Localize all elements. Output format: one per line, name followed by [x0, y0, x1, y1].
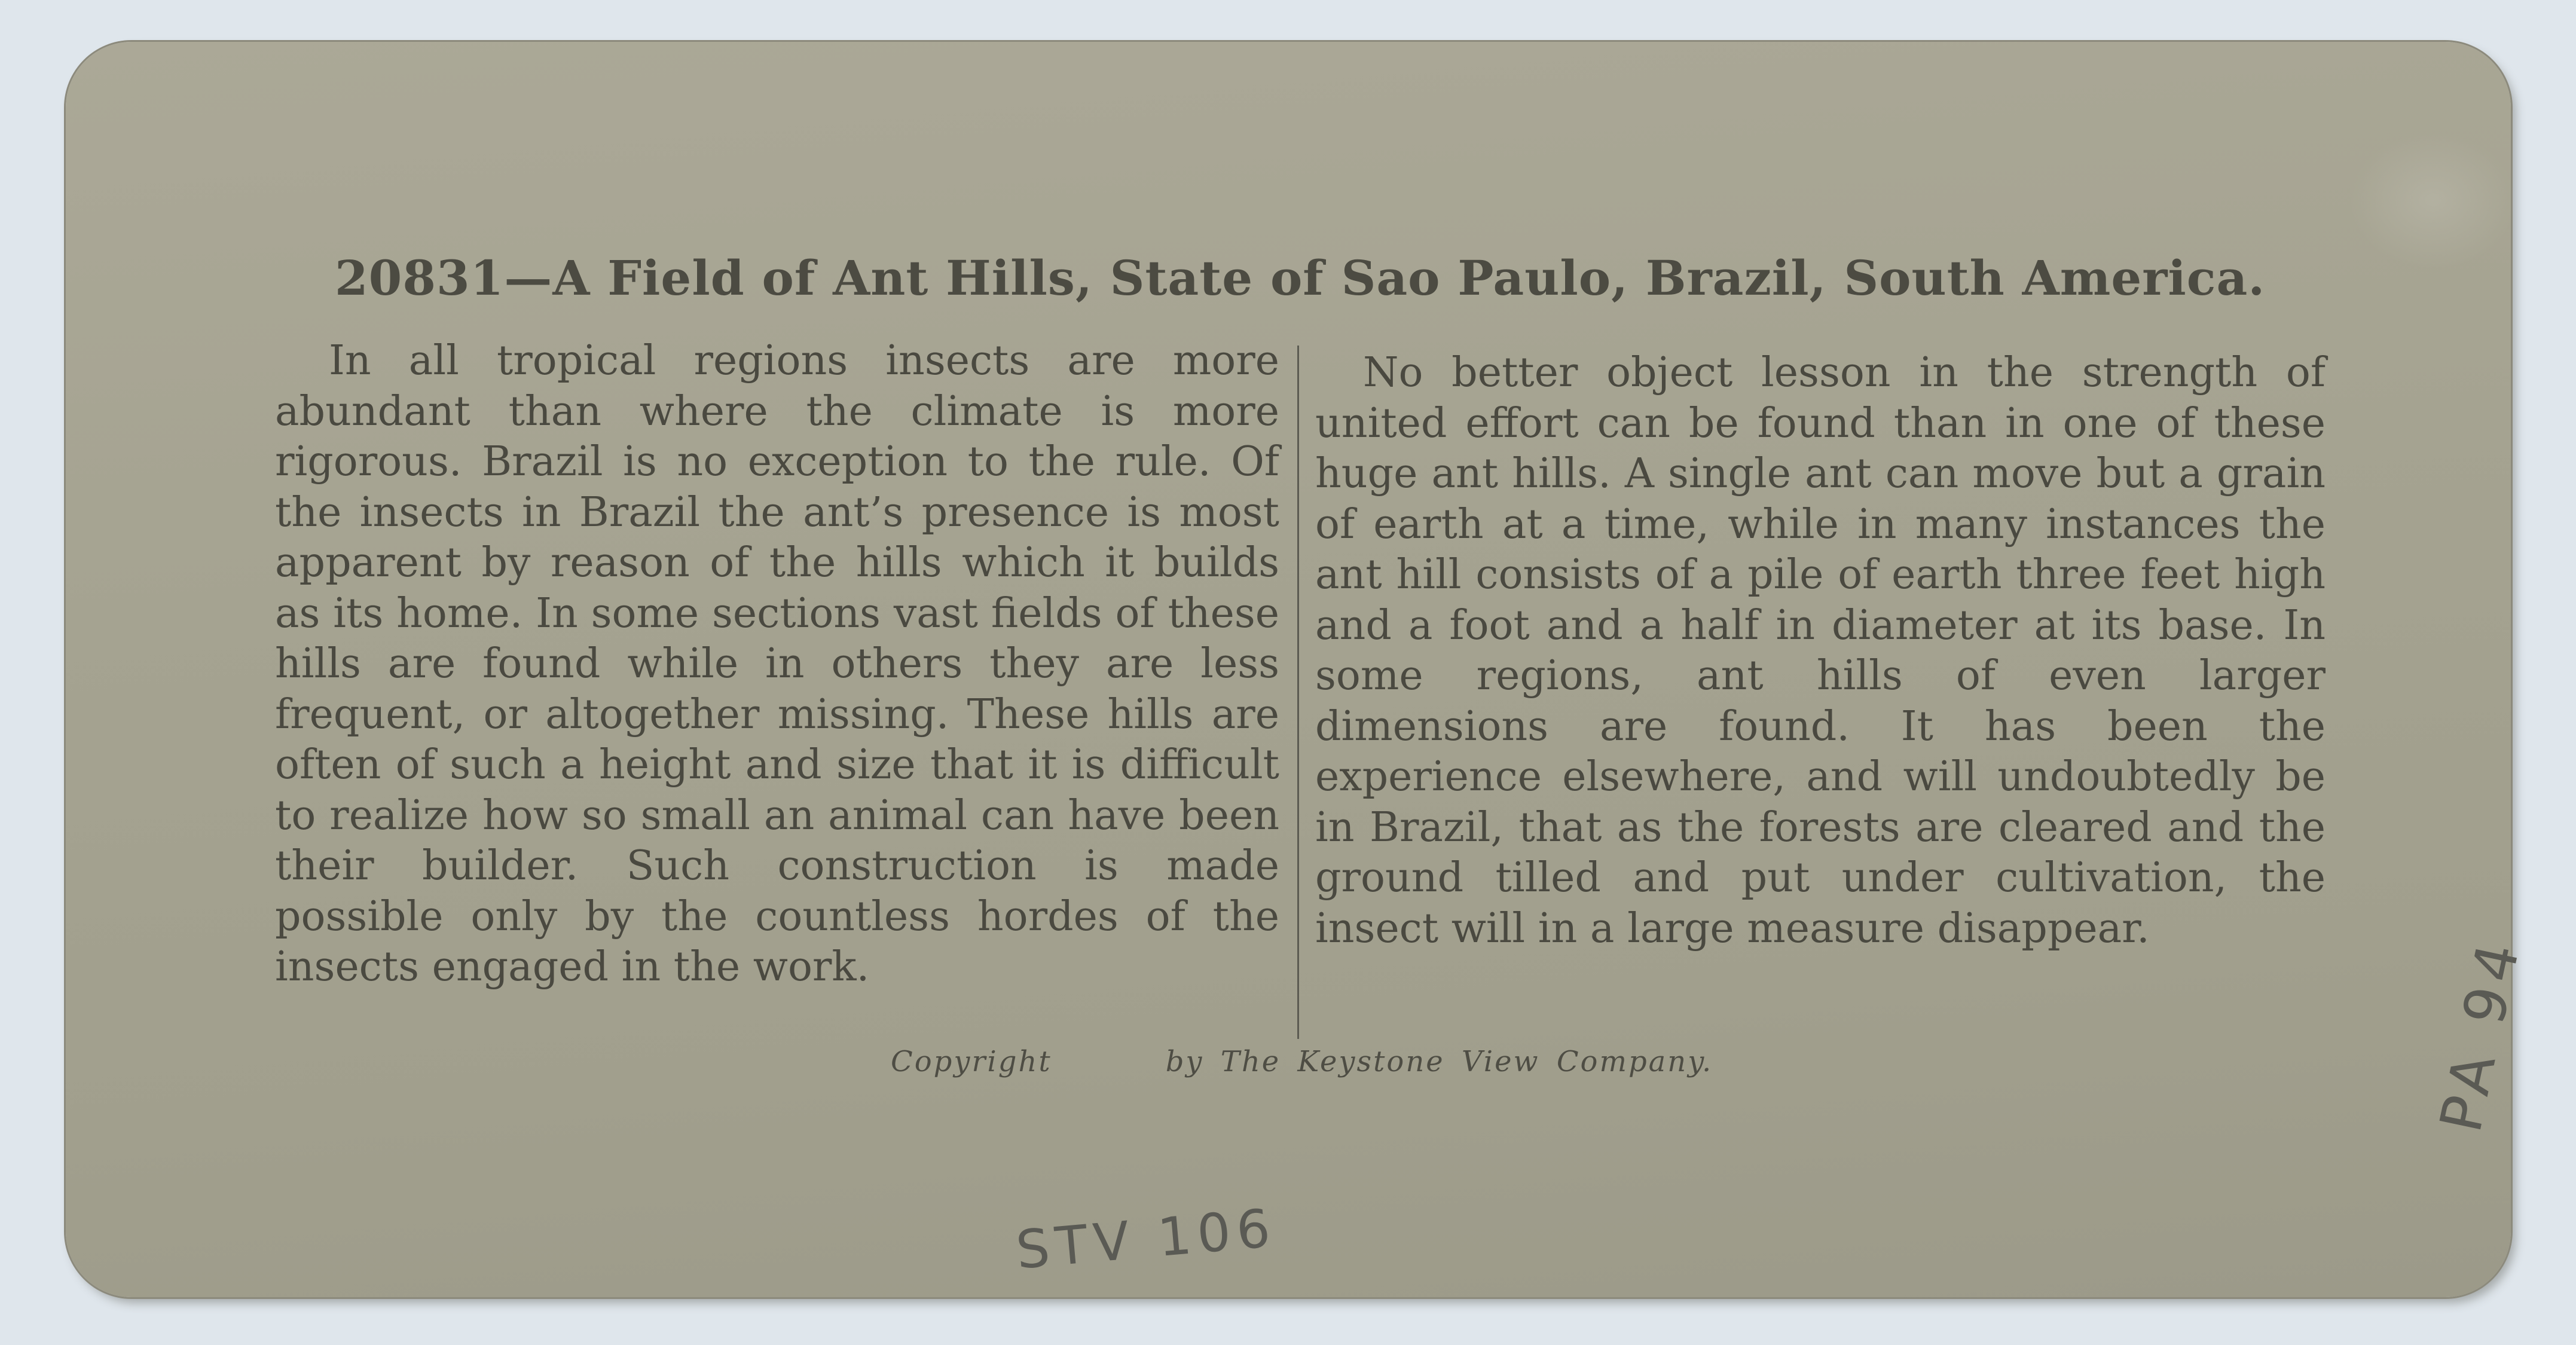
copyright-label: Copyright [891, 1045, 1052, 1078]
left-column-text: In all tropical regions insects are more abundant than where the climate is more rigorous. Brazil is no exception to the rule. Of the insects in Brazil the ant’s presence is most apparent by reason of the hills which it builds as its home. In some sections vast fields of these hills are found while in others they are less frequent, or altogether missing. These hills are often of such a height and size that it is difficult to realize how so small an animal can have been their builder. Such construction is made possible only by the countless hordes of the insects engaged in the work. [275, 337, 1279, 991]
card-title: 20831—A Field of Ant Hills, State of Sao Paulo, Brazil, South America. [335, 250, 2266, 306]
copyright-line [891, 1045, 1713, 1078]
pencil-catalog-number: STV 106 [1013, 1197, 1279, 1281]
pencil-side-mark: PA 94 [2427, 931, 2534, 1138]
copyright-company: by The Keystone View Company. [1165, 1045, 1713, 1078]
column-divider [1297, 346, 1299, 1039]
right-column-text: No better object lesson in the strength of united effort can be found than in one of these huge ant hills. A single ant can move but a grain of earth at a time, while in many instances the ant hill consists of a pile of earth three feet high and a foot and a half in diameter at its base. In some regions, ant hills of even larger dimensions are found. It has been the experience elsewhere, and will undoubtedly be in Brazil, that as the forests are cleared and the ground tilled and put under cultivation, the insect will in a large measure disappear. [1315, 349, 2326, 952]
embossed-stamp [2349, 132, 2517, 269]
